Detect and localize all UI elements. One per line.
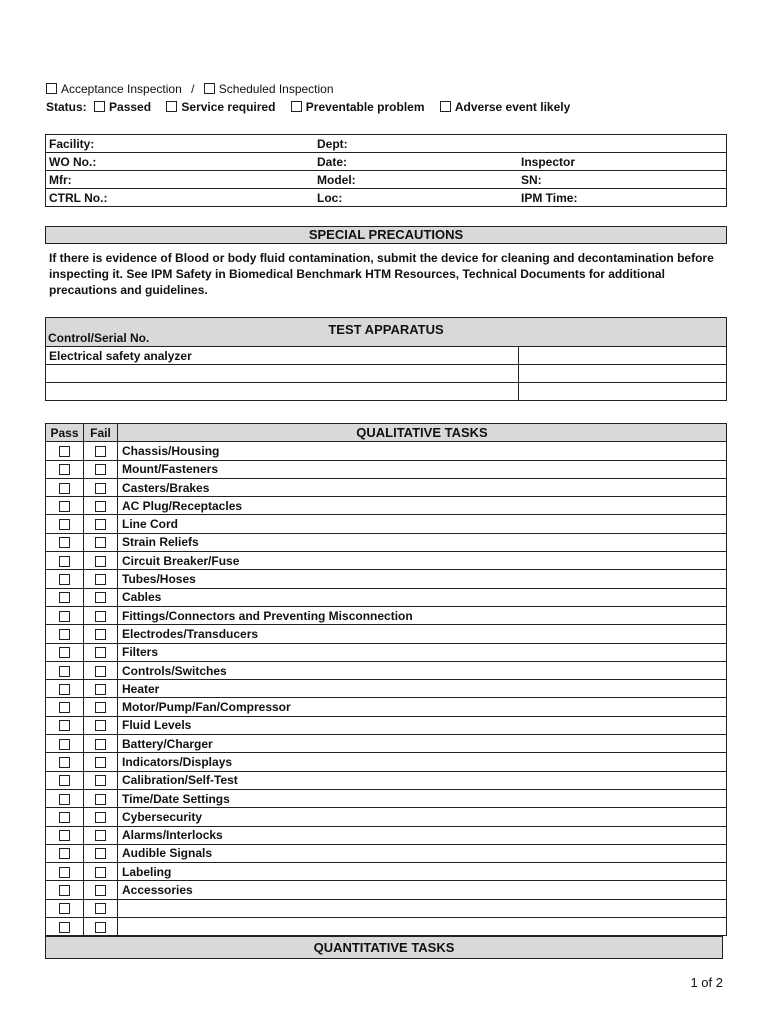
task-label: Calibration/Self-Test (118, 771, 727, 789)
fail-checkbox[interactable] (95, 574, 106, 585)
apparatus-serial[interactable] (519, 365, 727, 383)
table-row (46, 771, 727, 789)
fail-checkbox[interactable] (95, 867, 106, 878)
device-info-table (45, 134, 727, 207)
pass-checkbox[interactable] (59, 556, 70, 567)
table-row (46, 808, 727, 826)
pass-cell (46, 698, 84, 716)
table-row (46, 442, 727, 460)
task-label: Chassis/Housing (118, 442, 727, 460)
fail-cell (84, 460, 118, 478)
status-line (46, 100, 582, 114)
table-row (46, 588, 727, 606)
fail-checkbox[interactable] (95, 830, 106, 841)
pass-checkbox[interactable] (59, 848, 70, 859)
fail-cell (84, 716, 118, 734)
qualitative-header (46, 424, 727, 442)
checkbox-icon[interactable] (94, 101, 105, 112)
fail-checkbox[interactable] (95, 922, 106, 933)
task-label: Cables (118, 588, 727, 606)
qualitative-tasks-title: QUALITATIVE TASKS (118, 424, 727, 442)
task-label: Fluid Levels (118, 716, 727, 734)
table-row (46, 881, 727, 899)
fail-checkbox[interactable] (95, 885, 106, 896)
table-row (46, 661, 727, 679)
table-row (46, 735, 727, 753)
apparatus-name[interactable] (46, 383, 519, 401)
quantitative-tasks-title: QUANTITATIVE TASKS (45, 936, 723, 959)
table-row (46, 515, 727, 533)
table-row (46, 863, 727, 881)
fail-checkbox[interactable] (95, 775, 106, 786)
pass-cell (46, 643, 84, 661)
status-preventable-problem-option[interactable]: Preventable problem (291, 100, 425, 114)
fail-cell (84, 625, 118, 643)
task-label: Indicators/Displays (118, 753, 727, 771)
fail-cell (84, 735, 118, 753)
fail-cell (84, 771, 118, 789)
pass-checkbox[interactable] (59, 647, 70, 658)
apparatus-serial[interactable] (519, 347, 727, 365)
fail-cell (84, 515, 118, 533)
fail-cell (84, 680, 118, 698)
status-adverse-event-option[interactable]: Adverse event likely (440, 100, 570, 114)
task-label: Fittings/Connectors and Preventing Misconnection (118, 606, 727, 624)
info-row (46, 153, 727, 171)
pass-checkbox[interactable] (59, 867, 70, 878)
checkbox-icon[interactable] (440, 101, 451, 112)
table-row (46, 698, 727, 716)
table-row (46, 753, 727, 771)
fail-checkbox[interactable] (95, 629, 106, 640)
fail-checkbox[interactable] (95, 848, 106, 859)
table-row (46, 460, 727, 478)
table-row (46, 826, 727, 844)
fail-checkbox[interactable] (95, 812, 106, 823)
pass-cell (46, 844, 84, 862)
task-label: Controls/Switches (118, 661, 727, 679)
pass-cell (46, 606, 84, 624)
fail-cell (84, 826, 118, 844)
fail-checkbox[interactable] (95, 720, 106, 731)
pass-cell (46, 789, 84, 807)
fail-checkbox[interactable] (95, 666, 106, 677)
pass-checkbox[interactable] (59, 464, 70, 475)
info-cell[interactable]: Model: (314, 171, 518, 189)
table-row (46, 716, 727, 734)
pass-cell (46, 497, 84, 515)
status-service-required-option[interactable]: Service required (166, 100, 275, 114)
fail-checkbox[interactable] (95, 739, 106, 750)
task-label: Audible Signals (118, 844, 727, 862)
fail-cell (84, 753, 118, 771)
fail-cell (84, 863, 118, 881)
task-label: Labeling (118, 863, 727, 881)
table-row (46, 570, 727, 588)
table-row (46, 478, 727, 496)
pass-cell (46, 716, 84, 734)
table-row (46, 643, 727, 661)
task-label: Accessories (118, 881, 727, 899)
fail-checkbox[interactable] (95, 903, 106, 914)
fail-cell (84, 844, 118, 862)
task-label: Strain Reliefs (118, 533, 727, 551)
fail-cell (84, 899, 118, 917)
fail-checkbox[interactable] (95, 794, 106, 805)
pass-cell (46, 826, 84, 844)
status-label: Status: (46, 100, 87, 114)
fail-cell (84, 808, 118, 826)
task-label: Electrodes/Transducers (118, 625, 727, 643)
pass-checkbox[interactable] (59, 757, 70, 768)
info-cell[interactable]: IPM Time: (518, 189, 727, 207)
pass-cell (46, 552, 84, 570)
checkbox-icon[interactable] (204, 83, 215, 94)
page-number: 1 of 2 (690, 975, 723, 990)
task-label: Motor/Pump/Fan/Compressor (118, 698, 727, 716)
info-cell[interactable]: Facility: (46, 135, 315, 153)
qualitative-tasks-table (45, 423, 727, 936)
fail-cell (84, 497, 118, 515)
pass-cell (46, 478, 84, 496)
pass-checkbox[interactable] (59, 537, 70, 548)
pass-cell (46, 680, 84, 698)
apparatus-row (46, 347, 727, 365)
pass-checkbox[interactable] (59, 739, 70, 750)
info-cell[interactable]: SN: (518, 171, 727, 189)
pass-checkbox[interactable] (59, 501, 70, 512)
acceptance-inspection-option[interactable]: Acceptance Inspection (46, 82, 185, 96)
pass-checkbox[interactable] (59, 794, 70, 805)
test-apparatus-header (46, 318, 727, 347)
fail-cell (84, 442, 118, 460)
pass-checkbox[interactable] (59, 775, 70, 786)
fail-cell (84, 789, 118, 807)
pass-checkbox[interactable] (59, 720, 70, 731)
fail-cell (84, 643, 118, 661)
info-row (46, 171, 727, 189)
task-label: AC Plug/Receptacles (118, 497, 727, 515)
pass-checkbox[interactable] (59, 483, 70, 494)
fail-checkbox[interactable] (95, 446, 106, 457)
pass-checkbox[interactable] (59, 812, 70, 823)
pass-column-header: Pass (46, 424, 84, 442)
table-row (46, 844, 727, 862)
pass-cell (46, 460, 84, 478)
pass-checkbox[interactable] (59, 446, 70, 457)
type-separator: / (191, 82, 195, 96)
task-label: Mount/Fasteners (118, 460, 727, 478)
special-precautions-title: SPECIAL PRECAUTIONS (45, 226, 727, 244)
inspection-type-line (46, 82, 346, 96)
task-label: Alarms/Interlocks (118, 826, 727, 844)
info-cell[interactable]: Inspector (518, 153, 727, 171)
task-label: Battery/Charger (118, 735, 727, 753)
info-cell[interactable]: WO No.: (46, 153, 315, 171)
pass-cell (46, 515, 84, 533)
pass-cell (46, 771, 84, 789)
info-cell[interactable]: Date: (314, 153, 518, 171)
pass-checkbox[interactable] (59, 830, 70, 841)
task-label: Filters (118, 643, 727, 661)
task-label: Cybersecurity (118, 808, 727, 826)
pass-cell (46, 918, 84, 936)
pass-cell (46, 588, 84, 606)
fail-cell (84, 570, 118, 588)
pass-cell (46, 808, 84, 826)
pass-checkbox[interactable] (59, 922, 70, 933)
pass-cell (46, 570, 84, 588)
pass-checkbox[interactable] (59, 702, 70, 713)
fail-checkbox[interactable] (95, 684, 106, 695)
control-serial-label: Control/Serial No. (48, 331, 150, 345)
pass-checkbox[interactable] (59, 592, 70, 603)
info-cell[interactable]: Loc: (314, 189, 518, 207)
table-row (46, 789, 727, 807)
special-precautions-text: If there is evidence of Blood or body fluid contamination, submit the device for cleaning and decontamination before inspecting it. See IPM Safety in Biomedical Benchmark HTM Resources, Technical Documents for additional precautions and guidelines. (49, 251, 714, 297)
table-row (46, 497, 727, 515)
fail-checkbox[interactable] (95, 501, 106, 512)
checkbox-icon[interactable] (166, 101, 177, 112)
pass-checkbox[interactable] (59, 629, 70, 640)
apparatus-row (46, 365, 727, 383)
status-passed-option[interactable]: Passed (94, 100, 151, 114)
task-label: Heater (118, 680, 727, 698)
fail-checkbox[interactable] (95, 537, 106, 548)
fail-cell (84, 588, 118, 606)
apparatus-row (46, 383, 727, 401)
fail-cell (84, 918, 118, 936)
info-cell[interactable] (518, 135, 727, 153)
table-row (46, 918, 727, 936)
table-row (46, 899, 727, 917)
info-cell[interactable]: CTRL No.: (46, 189, 315, 207)
apparatus-name[interactable]: Electrical safety analyzer (46, 347, 519, 365)
pass-cell (46, 661, 84, 679)
table-row (46, 606, 727, 624)
pass-cell (46, 533, 84, 551)
pass-checkbox[interactable] (59, 611, 70, 622)
fail-checkbox[interactable] (95, 647, 106, 658)
fail-checkbox[interactable] (95, 519, 106, 530)
fail-cell (84, 533, 118, 551)
task-label: Time/Date Settings (118, 789, 727, 807)
fail-cell (84, 661, 118, 679)
pass-checkbox[interactable] (59, 885, 70, 896)
fail-column-header: Fail (84, 424, 118, 442)
fail-checkbox[interactable] (95, 556, 106, 567)
fail-cell (84, 478, 118, 496)
pass-checkbox[interactable] (59, 574, 70, 585)
pass-cell (46, 625, 84, 643)
table-row (46, 680, 727, 698)
scheduled-inspection-option[interactable]: Scheduled Inspection (204, 82, 334, 96)
info-cell[interactable]: Dept: (314, 135, 518, 153)
pass-cell (46, 881, 84, 899)
pass-checkbox[interactable] (59, 903, 70, 914)
fail-checkbox[interactable] (95, 611, 106, 622)
test-apparatus-title: TEST APPARATUS (328, 321, 444, 337)
table-row (46, 625, 727, 643)
fail-checkbox[interactable] (95, 757, 106, 768)
pass-cell (46, 753, 84, 771)
task-label (118, 899, 727, 917)
fail-cell (84, 552, 118, 570)
fail-checkbox[interactable] (95, 702, 106, 713)
fail-checkbox[interactable] (95, 464, 106, 475)
checkbox-icon[interactable] (46, 83, 57, 94)
info-cell[interactable]: Mfr: (46, 171, 315, 189)
apparatus-serial[interactable] (519, 383, 727, 401)
pass-cell (46, 863, 84, 881)
checkbox-icon[interactable] (291, 101, 302, 112)
fail-cell (84, 606, 118, 624)
apparatus-name[interactable] (46, 365, 519, 383)
table-row (46, 533, 727, 551)
pass-cell (46, 899, 84, 917)
info-row (46, 135, 727, 153)
pass-cell (46, 735, 84, 753)
pass-checkbox[interactable] (59, 519, 70, 530)
task-label: Tubes/Hoses (118, 570, 727, 588)
pass-cell (46, 442, 84, 460)
fail-cell (84, 698, 118, 716)
task-label: Line Cord (118, 515, 727, 533)
info-row (46, 189, 727, 207)
fail-checkbox[interactable] (95, 483, 106, 494)
fail-checkbox[interactable] (95, 592, 106, 603)
fail-cell (84, 881, 118, 899)
pass-checkbox[interactable] (59, 666, 70, 677)
pass-checkbox[interactable] (59, 684, 70, 695)
task-label: Circuit Breaker/Fuse (118, 552, 727, 570)
task-label: Casters/Brakes (118, 478, 727, 496)
table-row (46, 552, 727, 570)
test-apparatus-table (45, 317, 727, 401)
task-label (118, 918, 727, 936)
